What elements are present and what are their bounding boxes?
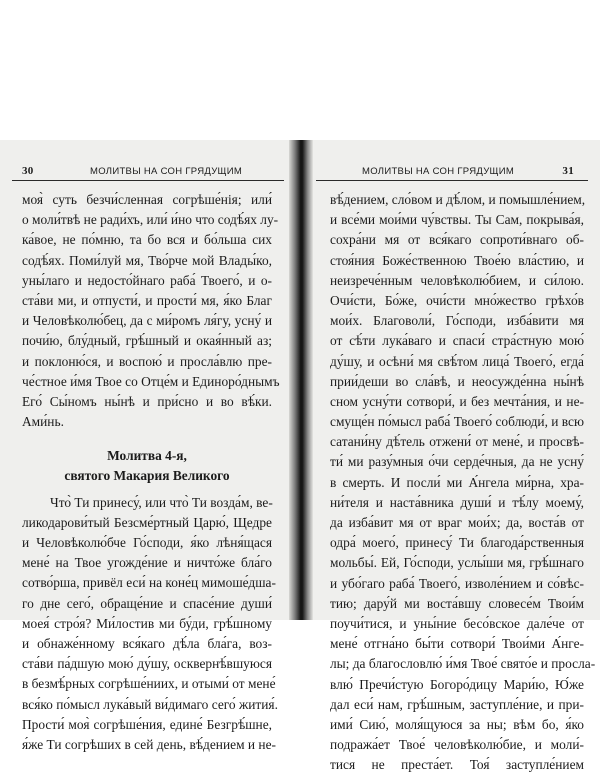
header-rule: [316, 180, 588, 181]
text-line: ликодарови́тый Безсме́ртный Царю́, Щедре: [22, 514, 272, 530]
text-line: и поклоню́ся, и воспою́ и просла́влю пре-: [22, 353, 272, 369]
text-line: го дне сего́, обраще́ние и спасе́ние души́: [22, 595, 272, 611]
text-line: че́стное и́мя Твое со Отце́м и Единоро́днымъ: [22, 373, 280, 389]
right-page: [304, 140, 600, 773]
text-line: сохра́ни мя от вся́каго сопроти́внаго об-: [330, 232, 584, 248]
text-line: ти́ ми разу́мныя о́чи серде́чныя, да не усну́: [330, 454, 584, 470]
text-line: и обнаже́нному вся́каго дѣ́ла бла́га, воз-: [22, 635, 272, 651]
text-line: дал еси́ нам, грѣ́шным, заступле́ние, и при-: [330, 696, 584, 712]
text-line: сатани́ну дѣ́тель отжени́ от мене́, и просвѣ-: [330, 434, 584, 450]
text-line: смуще́н по́мысл раба́ Твоего́ соблюди́, и всю: [330, 414, 584, 430]
text-line: вѣ́дением, сло́вом и дѣ́лом, и помышле́нием,: [330, 192, 586, 207]
text-line: содѣ́ях. Поми́луй мя, Тво́рче мой Влады́ко,: [22, 252, 272, 268]
page-number-right: 31: [562, 165, 574, 177]
text-line: Ами́нь.: [22, 414, 64, 430]
prayer-4-text: [22, 493, 278, 755]
running-head-left: МОЛИТВЫ НА СОН ГРЯДУЩИМ: [90, 166, 243, 177]
text-line: ими́ Сию́, моля́щуюся за ны; вѣм бо, я́ко: [330, 716, 584, 732]
text-line: лы; да благословлю́ и́мя Твое́ свято́е и просла-: [330, 656, 596, 672]
text-line: я́же Ти согрѣших в сей день, вѣ́дением и не-: [22, 736, 276, 752]
text-line: поучи́тися, и уны́ние бесо́вское дале́че от: [330, 615, 584, 631]
right-running-header: [316, 165, 588, 181]
text-line: сном усну́ти сотвори́, и без мечта́ния, и не-: [330, 393, 584, 409]
text-line: ни́теля и наста́вника души́ и тѣ́лу моему́,: [330, 494, 584, 510]
text-line: ка́вое, не по́мню, та бо вся и бо́льша сих: [22, 232, 272, 248]
text-line: моея́ стро́я? Ми́лостив ми бу́ди, грѣ́шному: [22, 615, 272, 631]
text-line: в безмѣ́рных согрѣше́ниих, и отыми́ от мене́: [22, 676, 276, 692]
text-line: ста́ви па́дшую мою́ ду́шу, осквернѣ́вшуюся: [22, 656, 272, 672]
text-line: и Человѣколю́бец, да с ми́ромъ ля́гу, усну́ и: [22, 313, 272, 329]
left-running-header: [12, 165, 284, 181]
text-line: вся́ко по́мысл лука́вый ви́димаго сего́ жития́.: [22, 696, 278, 712]
text-line: ста́ви ми, и отпусти́, и прости́ мя, я́ко Благ: [22, 292, 272, 308]
text-line: Его́ Сы́номъ ны́нѣ и при́сно и во вѣ́ки.: [22, 393, 272, 409]
text-line: почи́ю, блу́дный, грѣ́шный и окая́нный аз;: [22, 333, 272, 349]
text-line: да изба́вит мя от враг мои́х; да, воста́в от: [330, 515, 584, 530]
header-rule: [12, 180, 284, 181]
prayer-text-continued: [22, 190, 280, 432]
text-line: неизрече́нным человѣколю́бием, и си́лою.: [330, 272, 584, 288]
text-line: и Человѣколю́бче Го́споди, я́ко лѣня́щася: [22, 535, 272, 550]
text-line: сотво́рша, привёл еси́ на коне́ц мимоше́дша-: [22, 575, 276, 591]
text-line: Очи́сти, Бо́же, очи́сти мно́жество грѣхо́в: [330, 292, 584, 308]
page-number-left: 30: [22, 165, 34, 177]
text-line: в смерть. И посли́ ми А́нгела ми́рна, хра-: [330, 474, 584, 490]
text-line: прии́деши во сла́вѣ, и неосужде́нна ны́нѣ: [330, 373, 584, 389]
text-line: тися не преста́ет. Тоя́ заступле́нием: [330, 757, 584, 773]
text-line: от сѣ́ти лука́ваго и спаси́ стра́стную мою́: [330, 333, 584, 349]
text-line: моя̀ суть безчи́сленная согрѣше́нія; или́: [22, 192, 272, 207]
right-page-text: [330, 190, 596, 775]
prayer-4-text-continued: [330, 190, 596, 775]
text-line: уны́лаго и недосто́йнаго раба́ Твоего́, и о-: [22, 272, 272, 288]
left-page: [0, 140, 296, 752]
text-line: о моли́твѣ не ради́хъ, или́ и́но что содѣ́ях лу-: [22, 212, 279, 228]
running-head-right: МОЛИТВЫ НА СОН ГРЯДУЩИМ: [362, 166, 515, 177]
text-line: одра́ моего́, принесу́ Ти благода́рственныя: [330, 535, 584, 551]
text-line: Что̀ Ти принесу́, или что̀ Ти возда́м, ве-: [50, 494, 273, 510]
text-line: мои́х. Благоволи́, Го́споди, изба́вити мя: [330, 313, 584, 329]
section-gap: [22, 432, 272, 446]
text-line: стоя́ния Боже́ственною Твое́ю вла́стию, и: [330, 252, 584, 268]
text-line: подража́ет Твое́ человѣколю́бие, и моли́-: [330, 737, 584, 753]
text-line: мене́ на Твое угожде́ние и ничто́же бла́го: [22, 555, 272, 571]
prayer-heading-title: Молитва 4-я,: [107, 448, 187, 464]
text-line: ду́шу, и осѣни́ мя свѣ́том лица́ Твоего́, егда́: [330, 353, 584, 369]
text-line: мене́ отгна́но бы́ти сотвори́ Твои́ми А́нге-: [330, 636, 584, 652]
book-gutter: [289, 140, 313, 620]
text-line: тию; дару́й ми воста́вшу словесе́м Твои́м: [330, 595, 584, 611]
text-line: Прости́ моя̀ согрѣше́ния, едине́ Безгрѣ́шне,: [22, 716, 272, 732]
text-line: влю́ Пречи́стую Богоро́дицу Мари́ю, Ю́же: [330, 676, 584, 692]
open-book: [0, 140, 600, 773]
prayer-heading-subtitle: святого Макария Великого: [64, 468, 230, 484]
text-line: и все́ми мои́ми чу́вствы. Ты Сам, покрыва́я,: [330, 212, 584, 228]
left-page-text: [22, 190, 280, 755]
text-line: и убо́гаго раба́ Твоего́, изволе́нием и со́вѣс-: [330, 575, 584, 591]
text-line: мольбы́. Ей, Го́споди, услы́ши мя, грѣ́шнаго: [330, 555, 584, 571]
